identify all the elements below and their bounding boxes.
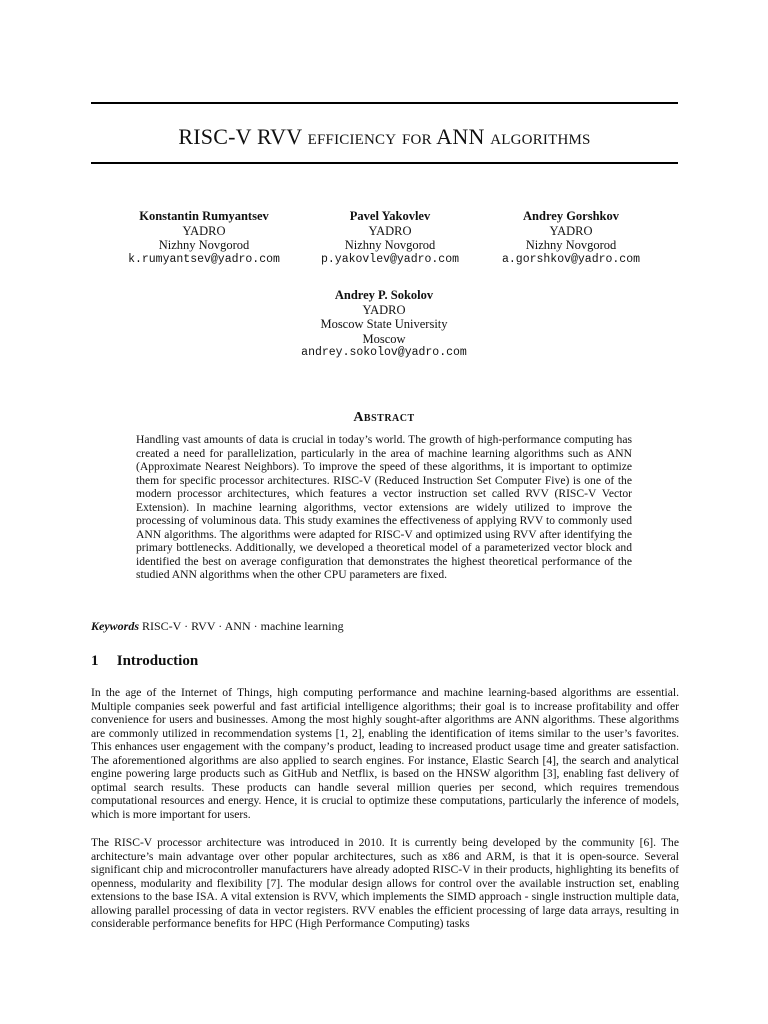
author-university: Moscow State University: [320, 317, 448, 331]
author-location: Nizhny Novgorod: [158, 238, 250, 252]
author-block: [471, 209, 671, 267]
section-number: 1: [91, 653, 99, 669]
title-bottom-rule: [91, 162, 678, 164]
author-name: Andrey Gorshkov: [523, 209, 619, 223]
author-affiliation: YADRO: [368, 223, 412, 238]
title-part-3: ANN: [436, 124, 485, 149]
title-part-2: efficiency for: [307, 124, 432, 149]
abstract-heading: Abstract: [353, 410, 415, 425]
author-location: Nizhny Novgorod: [525, 238, 617, 252]
author-email[interactable]: andrey.sokolov@yadro.com: [301, 346, 467, 359]
body-paragraph: In the age of the Internet of Things, high computing performance and machine learning-based algorithms are essential. Multiple companies seek powerful and fast artificial intelligence algorithms; their goal is to increase profitability and offer convenience for users and businesses. Among the most highly sought-after algorithms are ANN algorithms. These algorithms are commonly utilized in recommendation systems [1, 2], enabling the identification of items similar to the user’s favorites. This enhances user engagement with the company’s product, leading to increased product usage time and greater satisfaction. The aforementioned algorithms are also applied to search engines. For instance, Elastic Search [4], the search and analytical engine powering large products such as GitHub and Netflix, is based on the HNSW algorithm [3], enabling fast delivery of optimal search results. These products can handle several million queries per second, which requires tremendous computational resources and energy. Hence, it is crucial to optimize these computations, particularly the inference of models, which is more important for users.: [91, 686, 679, 821]
keywords-text: RISC-V · RVV · ANN · machine learning: [142, 619, 344, 633]
keywords-line: [91, 619, 344, 634]
keywords-label: Keywords: [91, 619, 139, 633]
author-location: Nizhny Novgorod: [344, 238, 436, 252]
section-heading: [91, 653, 198, 670]
author-email[interactable]: p.yakovlev@yadro.com: [320, 252, 460, 266]
author-block: [104, 209, 304, 267]
body-paragraph: The RISC-V processor architecture was introduced in 2010. It is currently being developed by the community [6]. The architecture’s main advantage over other popular architectures, such as x86 and ARM, is that it is open-source. Several significant chip and microcontroller manufacturers have already adopted RISC-V in their products, highlighting its benefits of openness, modularity and flexibility [7]. The modular design allows for control over the available instruction set, enabling extensions to the base ISA. A vital extension is RVV, which implements the SIMD approach - single instruction multiple data, allowing parallel processing of data in vector registers. RVV enables the efficient processing of large data arrays, resulting in considerable performance benefits for HPC (High Performance Computing) tasks: [91, 836, 679, 930]
paper-title: [91, 124, 678, 150]
author-email[interactable]: a.gorshkov@yadro.com: [501, 252, 641, 266]
author-affiliation: YADRO: [362, 302, 406, 317]
abstract-text: Handling vast amounts of data is crucial in today’s world. The growth of high-performance computing has created a need for parallelization, particularly in the area of machine learning algorithms such as ANN (Approximate Nearest Neighbors). To improve the speed of these algorithms, it is important to optimize them for specific processor architectures. RISC-V (Reduced Instruction Set Computer Five) is one of the modern processor architectures, which features a vector instruction set called RVV (RISC-V Vector Extension). In machine learning algorithms, vector extensions are widely utilized to improve the processing of voluminous data. This study examines the effectiveness of applying RVV to commonly used ANN algorithms. The algorithms were adapted for RISC-V and optimized using RVV after identifying the primary bottlenecks. Additionally, we developed a theoretical model of a parameterized vector block and identified the best on average configuration that demonstrates the highest theoretical performance of the studied ANN algorithms when the other CPU parameters are fixed.: [136, 433, 632, 581]
author-block: [284, 288, 484, 361]
author-name: Konstantin Rumyantsev: [139, 209, 269, 223]
author-name: Pavel Yakovlev: [349, 209, 431, 223]
author-name: Andrey P. Sokolov: [334, 288, 434, 302]
author-email[interactable]: k.rumyantsev@yadro.com: [128, 252, 280, 266]
title-part-1: RISC-V RVV: [178, 124, 302, 149]
author-block: [290, 209, 490, 267]
author-affiliation: YADRO: [549, 223, 593, 238]
title-part-4: algorithms: [490, 124, 591, 149]
section-title: Introduction: [116, 653, 199, 669]
author-location: Moscow: [362, 331, 406, 346]
top-rule: [91, 102, 678, 104]
author-affiliation: YADRO: [182, 223, 226, 238]
